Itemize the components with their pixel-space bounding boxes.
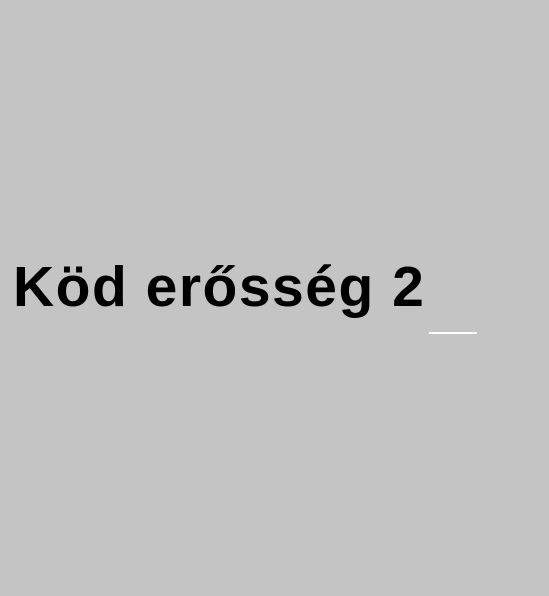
fog-strength-setting-label[interactable]: Köd erősség 2: [13, 255, 426, 319]
focus-cursor-underline: [429, 332, 477, 334]
